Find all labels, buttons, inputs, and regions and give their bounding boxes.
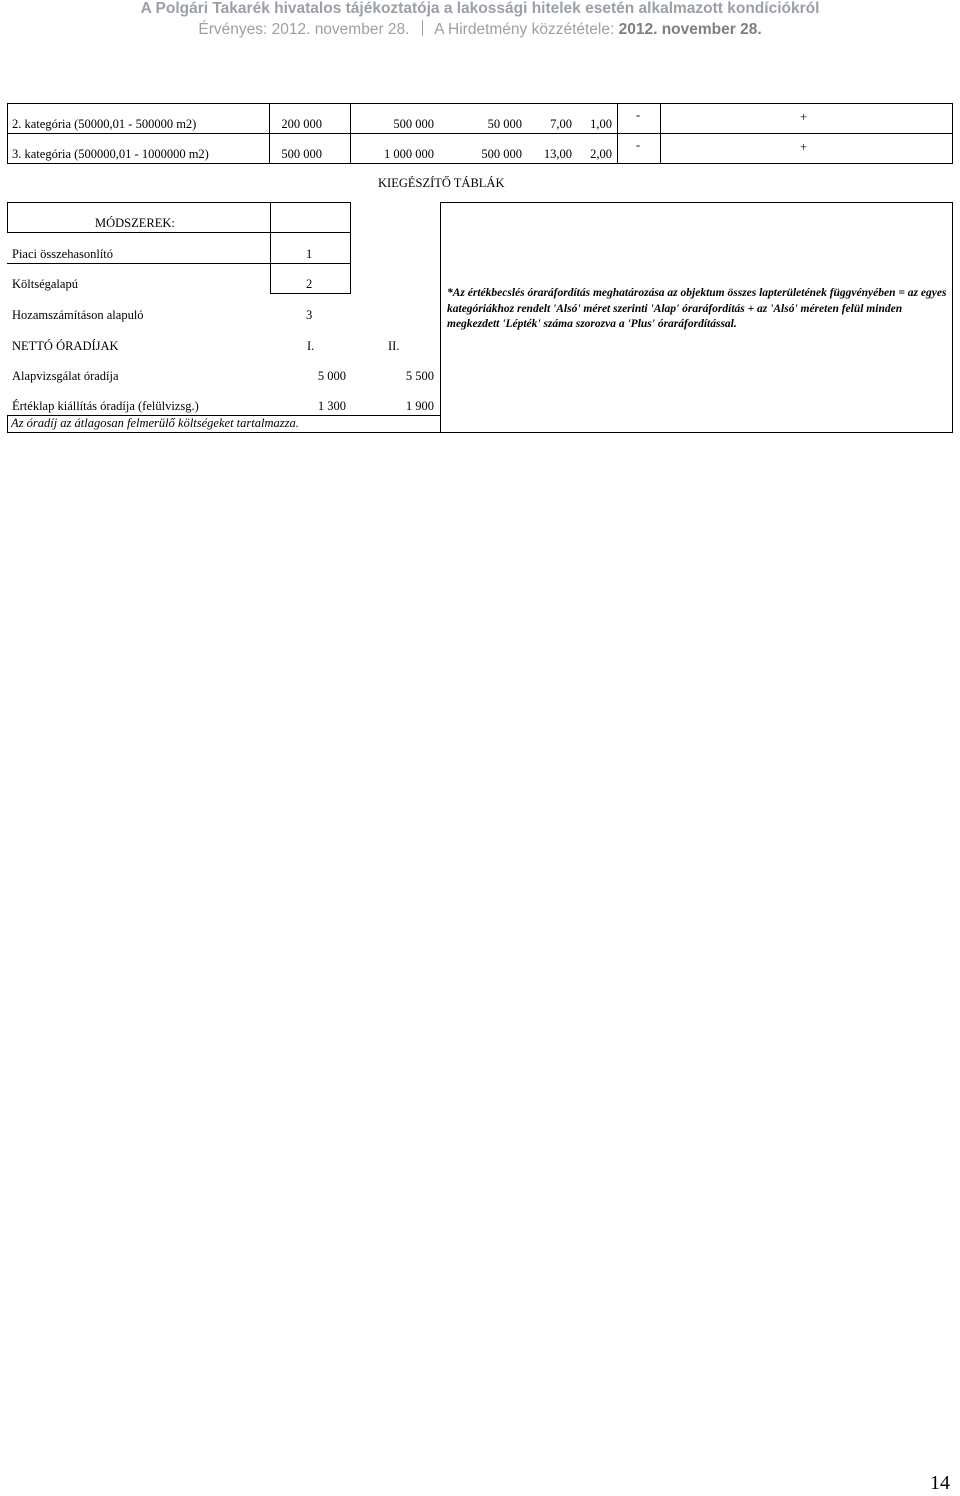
- category-value: 500 000: [393, 117, 434, 131]
- category-value: 7,00: [550, 117, 572, 131]
- note-box-bottom: [440, 432, 953, 433]
- method-label: Piaci összehasonlító: [12, 247, 114, 261]
- fees-footnote: Az óradíj az átlagosan felmerülő költségeket tartalmazza.: [11, 416, 299, 430]
- minus-sign: -: [636, 108, 641, 122]
- fee-label: Értéklap kiállítás óradíja (felülvizsg.): [12, 399, 199, 413]
- methods-title: MÓDSZEREK:: [95, 216, 175, 230]
- supplementary-title: KIEGÉSZÍTŐ TÁBLÁK: [378, 176, 505, 190]
- footnote-left-border: [7, 415, 8, 433]
- category-name: 2. kategória (50000,01 - 500000 m2): [12, 117, 197, 131]
- fee-value: 1 900: [405, 399, 434, 413]
- fee-label: Alapvizsgálat óradíja: [12, 369, 119, 383]
- category-value: 2,00: [590, 147, 612, 161]
- category-value: 13,00: [543, 147, 572, 161]
- valid-date: 2012. november 28.: [271, 21, 410, 38]
- category-value: 1 000 000: [384, 147, 434, 161]
- fees-col-1: I.: [307, 339, 315, 353]
- method-value: 3: [306, 308, 313, 322]
- calculation-note: *Az értékbecslés óraráfordítás meghatározása az objektum összes lapterületének függvényében = az egyes kategóriákhoz rendelt 'Alsó' méret szerinti 'Alap' óraráfordítás + az 'Alsó' méreten felül minden megkezdett 'Lépték' száma szorozva a 'Plus' óraráfordítással.: [447, 287, 947, 330]
- plus-sign: +: [800, 110, 808, 124]
- note-box-top: [440, 202, 953, 203]
- fees-col-2: II.: [388, 339, 400, 353]
- header-separator: [422, 20, 423, 36]
- validity-line: [0, 20, 960, 39]
- document-title: A Polgári Takarék hivatalos tájékoztatója a lakossági hitelek esetén alkalmazott kondíciókról: [140, 0, 820, 17]
- category-value: 500 000: [281, 147, 322, 161]
- fee-value: 5 500: [405, 369, 434, 383]
- method-label: Hozamszámításon alapuló: [12, 308, 144, 322]
- note-box-right: [952, 202, 953, 433]
- category-value: 200 000: [281, 117, 322, 131]
- page-number: 14: [930, 1472, 950, 1494]
- fee-value: 1 300: [317, 399, 346, 413]
- plus-sign: +: [800, 140, 808, 154]
- method-label: Költségalapú: [12, 277, 78, 291]
- fee-value: 5 000: [317, 369, 346, 383]
- fees-title: NETTÓ ÓRADÍJAK: [12, 339, 119, 353]
- note-box-left: [440, 202, 441, 433]
- category-value: 500 000: [481, 147, 522, 161]
- valid-label: Érvényes:: [198, 21, 268, 38]
- footnote-bottom-border: [7, 432, 441, 433]
- announce-date: 2012. november 28.: [618, 21, 762, 38]
- method-value: 2: [306, 277, 313, 291]
- category-value: 1,00: [590, 117, 612, 131]
- category-value: 50 000: [487, 117, 522, 131]
- minus-sign: -: [636, 138, 641, 152]
- announce-label: A Hirdetmény közzététele:: [434, 21, 615, 38]
- method-value: 1: [306, 247, 313, 261]
- category-name: 3. kategória (500000,01 - 1000000 m2): [12, 147, 209, 161]
